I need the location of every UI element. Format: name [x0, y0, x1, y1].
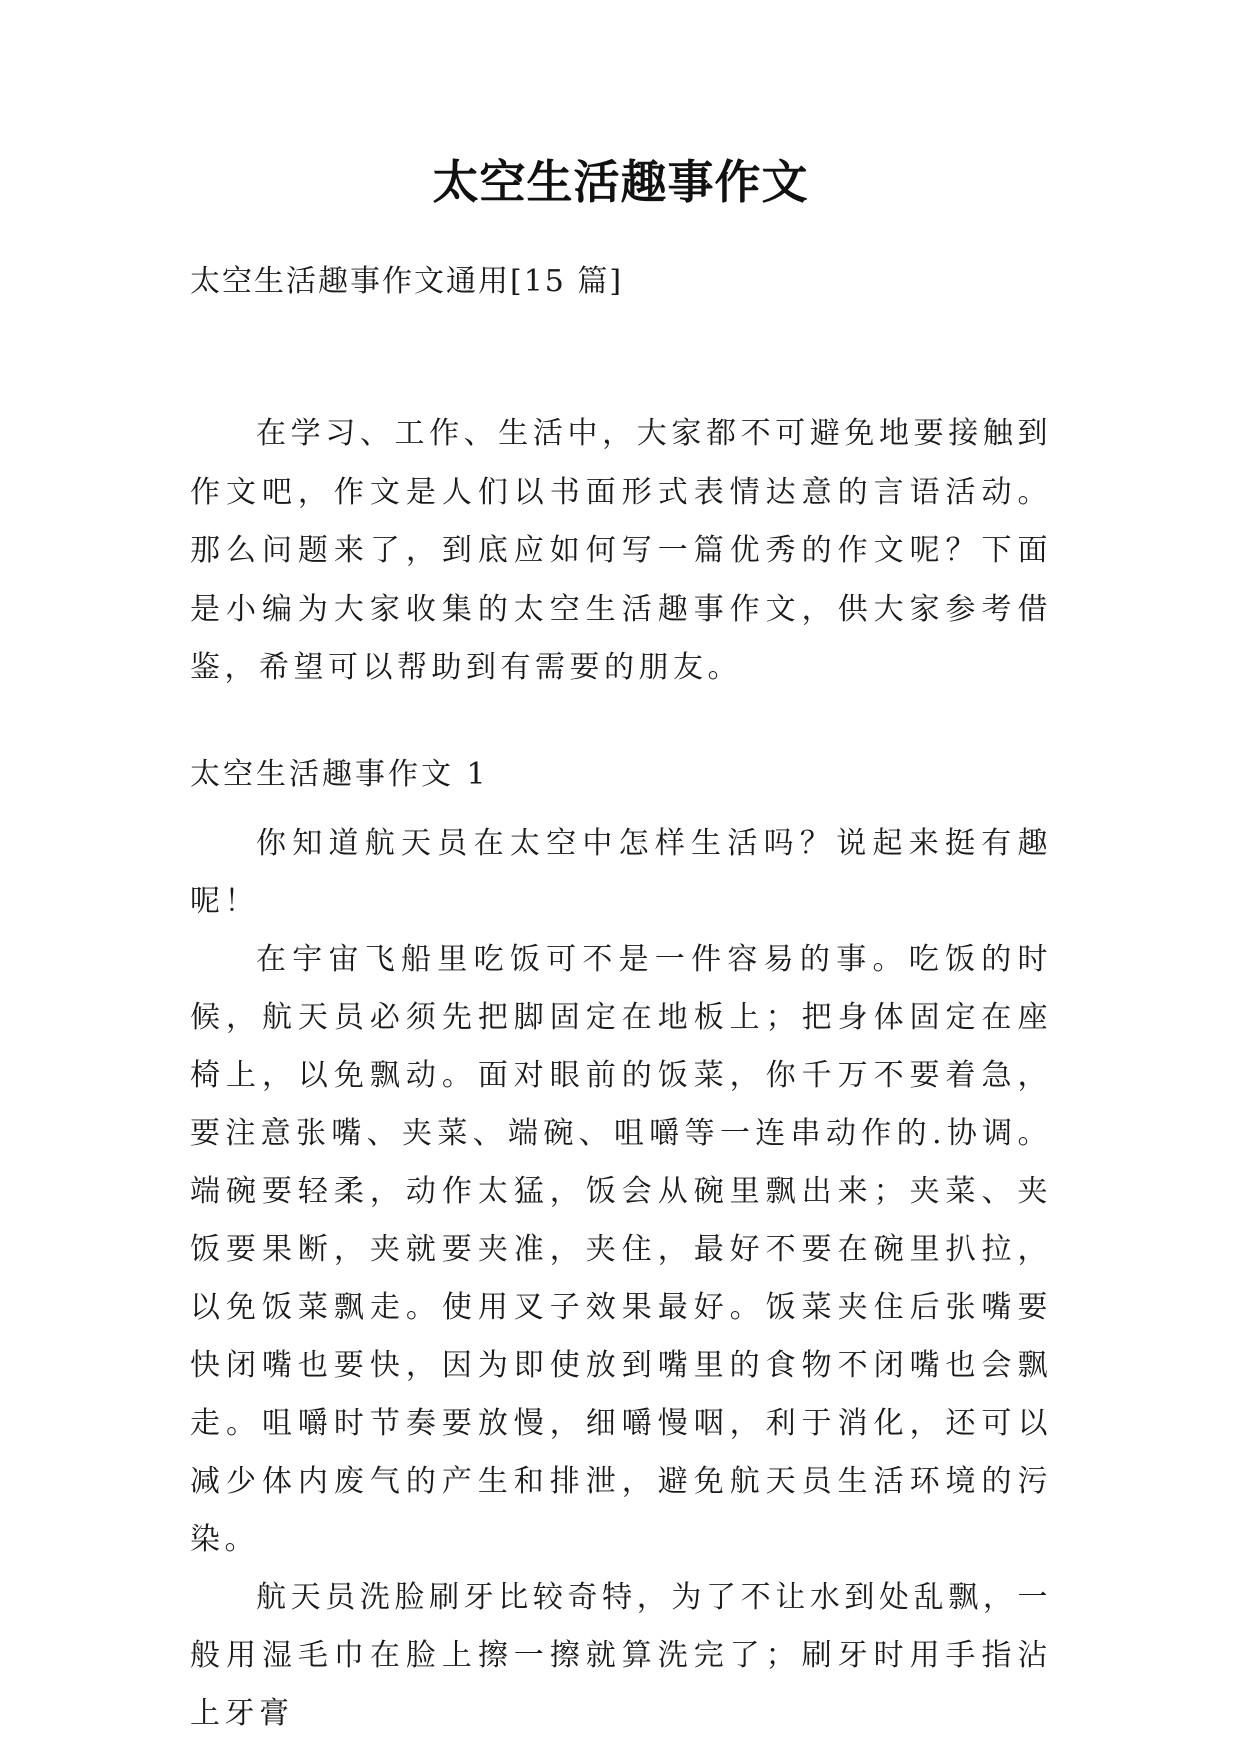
essay-paragraph: 你知道航天员在太空中怎样生活吗？说起来挺有趣呢！ — [190, 826, 1052, 919]
document-title: 太空生活趣事作文 — [432, 155, 809, 209]
section-heading: 太空生活趣事作文 1 — [190, 757, 489, 792]
intro-paragraph: 在学习、工作、生活中，大家都不可避免地要接触到作文吧，作文是人们以书面形式表情达意的言语活动。那么问题来了，到底应如何写一篇优秀的作文呢？下面是小编为大家收集的太空生活趣事作文，供大家参考借鉴，希望可以帮助到有需要的朋友。 — [190, 416, 1052, 685]
essay-paragraph: 在宇宙飞船里吃饭可不是一件容易的事。吃饭的时候，航天员必须先把脚固定在地板上；把身体固定在座椅上，以免飘动。面对眼前的饭菜，你千万不要着急，要注意张嘴、夹菜、端碗、咀嚼等一连串动作的.协调。端碗要轻柔，动作太猛，饭会从碗里飘出来；夹菜、夹饭要果断，夹就要夹准，夹住，最好不要在碗里扒拉，以免饭菜飘走。使用叉子效果最好。饭菜夹住后张嘴要快闭嘴也要快，因为即使放到嘴里的食物不闭嘴也会飘走。咀嚼时节奏要放慢，细嚼慢咽，利于消化，还可以减少体内废气的产生和排泄，避免航天员生活环境的污染。 — [190, 942, 1052, 1557]
document-subtitle: 太空生活趣事作文通用[15 篇] — [190, 264, 624, 299]
essay-body — [190, 815, 1052, 1743]
essay-paragraph: 航天员洗脸刷牙比较奇特，为了不让水到处乱飘，一般用湿毛巾在脸上擦一擦就算洗完了；刷牙时用手指沾上牙膏 — [190, 1580, 1052, 1731]
